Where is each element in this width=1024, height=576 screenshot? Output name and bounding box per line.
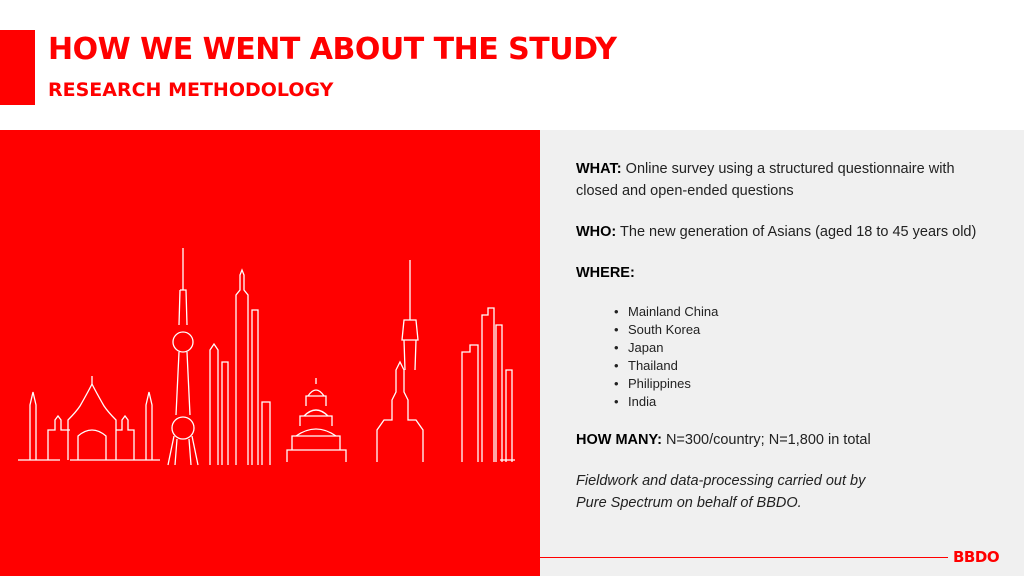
how-many-paragraph — [576, 429, 996, 451]
list-item: • Thailand — [628, 357, 996, 375]
who-text: The new generation of Asians (aged 18 to 45 years old) — [616, 224, 977, 240]
title-accent-bar — [0, 30, 35, 105]
how-many-text: N=300/country; N=1,800 in total — [661, 432, 871, 448]
list-item: • Philippines — [628, 375, 996, 393]
bbdo-logo: BBDO — [953, 548, 1000, 566]
list-item: • India — [628, 393, 996, 411]
what-text: Online survey using a structured questionnaire with closed and open-ended questions — [576, 161, 955, 199]
list-item: • Mainland China — [628, 303, 996, 321]
who-label: WHO: — [576, 224, 617, 240]
note-line-1: Fieldwork and data-processing carried out by — [576, 473, 866, 489]
fieldwork-note — [576, 470, 996, 514]
list-item: • Japan — [628, 339, 996, 357]
list-item: • South Korea — [628, 321, 996, 339]
skyline-panel — [0, 130, 540, 576]
what-paragraph — [576, 158, 996, 202]
countries-list — [576, 303, 996, 411]
who-paragraph — [576, 221, 996, 243]
methodology-content — [576, 158, 996, 533]
where-label: WHERE: — [576, 265, 635, 281]
footer-divider — [18, 557, 948, 558]
what-label: WHAT: — [576, 161, 622, 177]
where-paragraph — [576, 262, 996, 284]
skyline-icon — [0, 130, 540, 576]
note-line-2: Pure Spectrum on behalf of BBDO. — [576, 495, 802, 511]
how-many-label: HOW MANY: — [576, 432, 662, 448]
page-title: HOW WE WENT ABOUT THE STUDY — [48, 32, 617, 67]
page-subtitle: RESEARCH METHODOLOGY — [48, 79, 334, 101]
